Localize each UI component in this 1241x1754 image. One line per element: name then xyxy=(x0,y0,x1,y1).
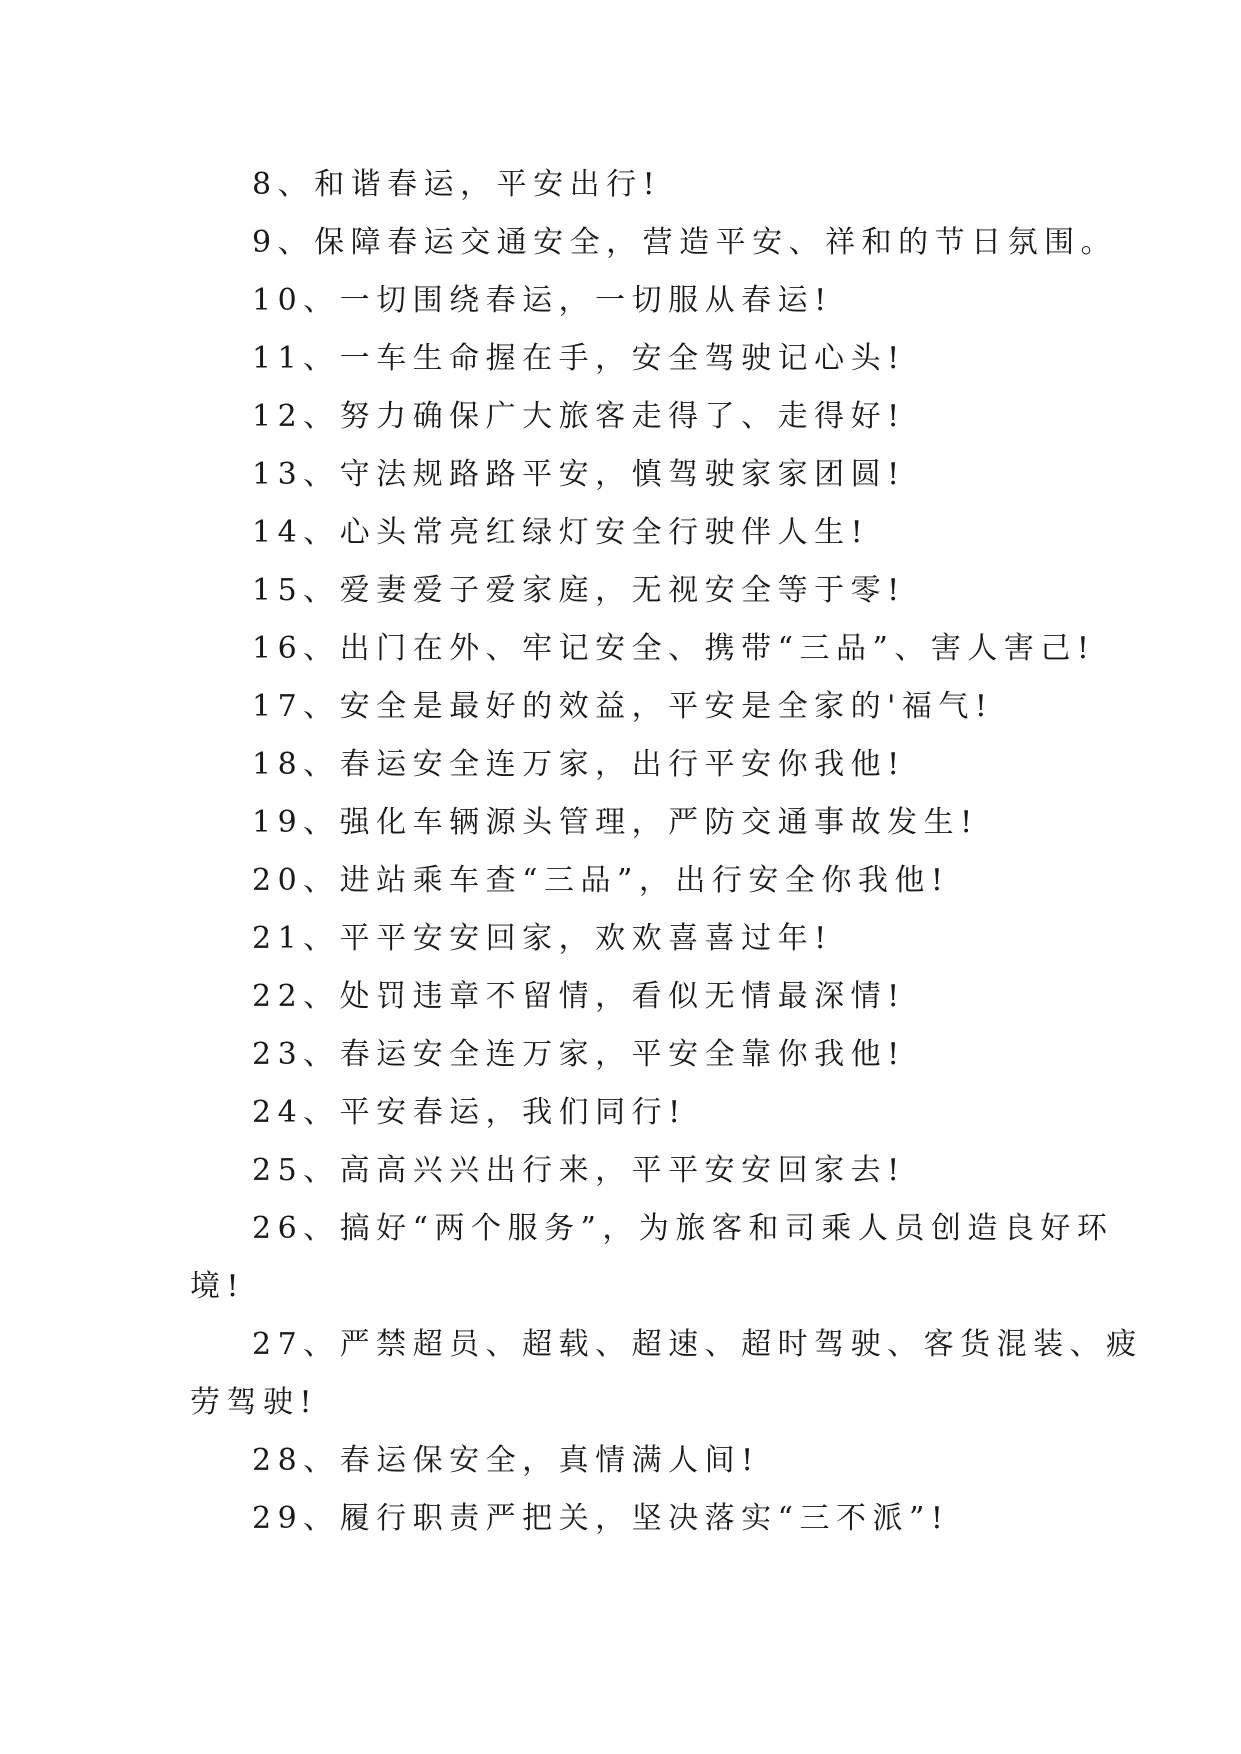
list-item: 10、一切围绕春运，一切服从春运! xyxy=(252,283,833,318)
list-item: 19、强化车辆源头管理，严防交通事故发生! xyxy=(252,805,979,840)
list-item-continuation: 境! xyxy=(190,1269,246,1304)
document-body xyxy=(190,156,1143,1548)
list-item-continuation: 劳驾驶! xyxy=(190,1385,319,1420)
list-item: 27、严禁超员、超载、超速、超时驾驶、客货混装、疲 xyxy=(252,1327,1143,1362)
list-item: 21、平平安安回家，欢欢喜喜过年! xyxy=(252,921,833,956)
list-item: 16、出门在外、牢记安全、携带“三品”、害人害己! xyxy=(252,631,1096,666)
list-item: 28、春运保安全，真情满人间! xyxy=(252,1443,760,1478)
list-item: 14、心头常亮红绿灯安全行驶伴人生! xyxy=(252,515,870,550)
list-item: 12、努力确保广大旅客走得了、走得好! xyxy=(252,399,906,434)
list-item: 18、春运安全连万家，出行平安你我他! xyxy=(252,747,906,782)
list-item: 17、安全是最好的效益，平安是全家的'福气! xyxy=(252,689,994,724)
list-item: 29、履行职责严把关，坚决落实“三不派”! xyxy=(252,1501,950,1536)
list-item: 22、处罚违章不留情，看似无情最深情! xyxy=(252,979,906,1014)
list-item: 9、保障春运交通安全，营造平安、祥和的节日氛围。 xyxy=(252,225,1118,260)
list-item: 23、春运安全连万家，平安全靠你我他! xyxy=(252,1037,906,1072)
list-item: 25、高高兴兴出行来，平平安安回家去! xyxy=(252,1153,906,1188)
list-item: 15、爱妻爱子爱家庭，无视安全等于零! xyxy=(252,573,906,608)
list-item: 26、搞好“两个服务”，为旅客和司乘人员创造良好环 xyxy=(252,1211,1114,1246)
list-item: 11、一车生命握在手，安全驾驶记心头! xyxy=(252,341,906,376)
list-item: 24、平安春运，我们同行! xyxy=(252,1095,687,1130)
list-item: 13、守法规路路平安，慎驾驶家家团圆! xyxy=(252,457,906,492)
list-item: 20、进站乘车查“三品”，出行安全你我他! xyxy=(252,863,950,898)
list-item: 8、和谐春运，平安出行! xyxy=(252,167,662,202)
